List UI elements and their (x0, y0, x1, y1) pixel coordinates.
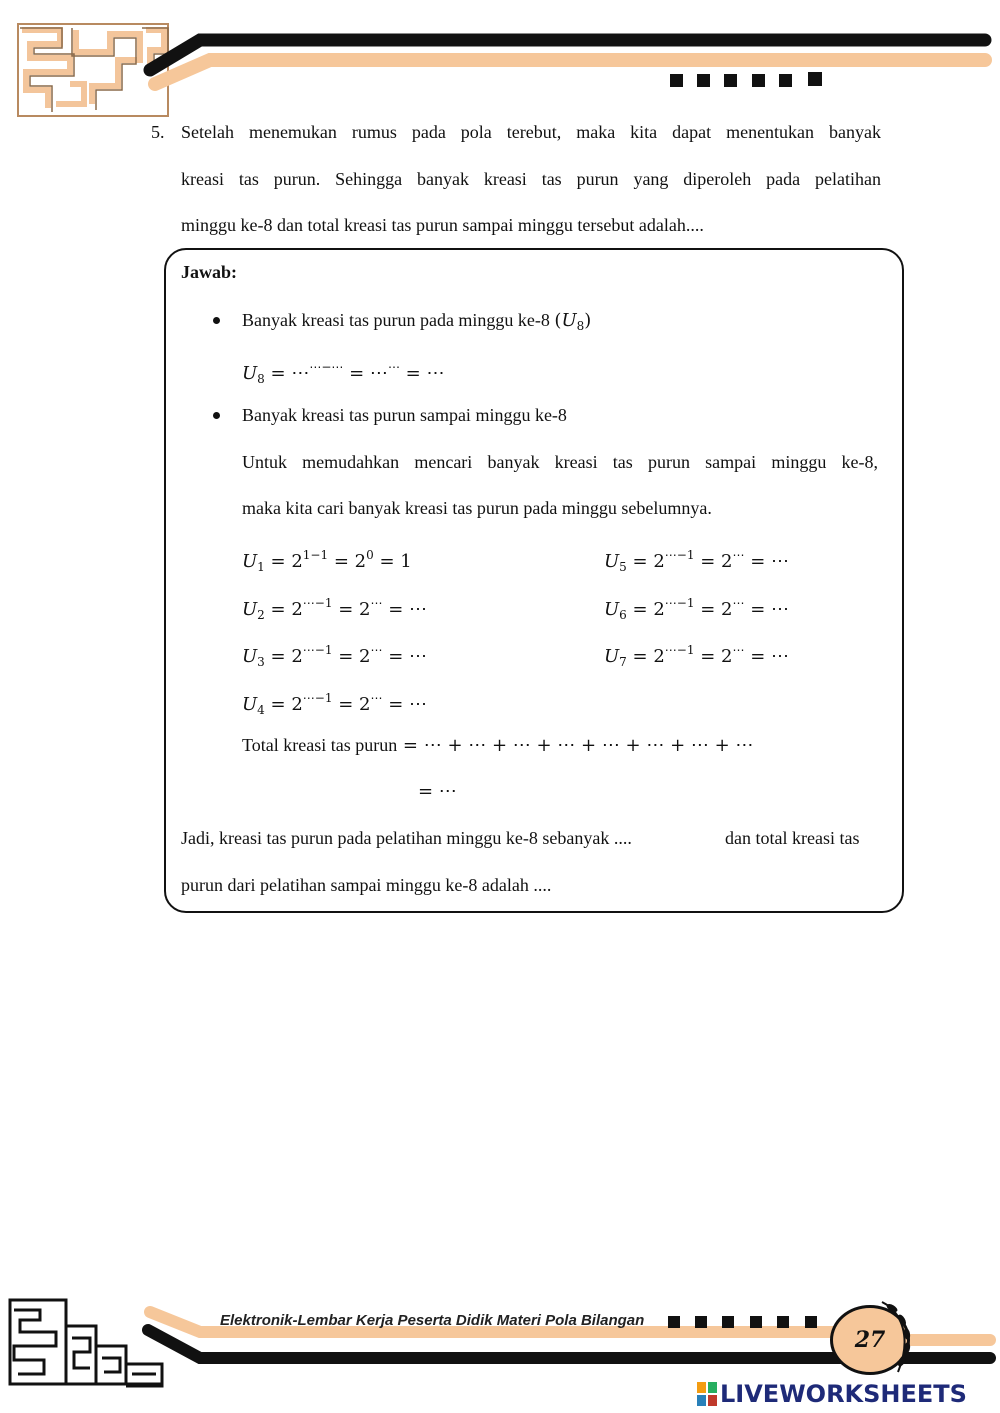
term-equation-u2: $U_2 = 2^{\cdots-1} = 2^\cdots$ = ⋯ (242, 596, 428, 622)
total-line (242, 732, 753, 759)
term-equation-u1: $U_1 = 2^{1-1} = 2^0 = 1$ (242, 548, 412, 574)
term-equation-u5: $U_5 = 2^{\cdots-1} = 2^\cdots$ = ⋯ (604, 548, 790, 574)
u8-equation: $U_8$ = ⋯⋯−⋯ = ⋯⋯ = ⋯ (242, 360, 445, 386)
answer-heading: Jawab: (181, 262, 238, 282)
term-equation-u4: $U_4 = 2^{\cdots-1} = 2^\cdots$ = ⋯ (242, 691, 428, 717)
question-line-3: minggu ke-8 dan total kreasi tas purun sampai minggu tersebut adalah.... (181, 215, 704, 235)
liveworksheets-brand: LIVEWORKSHEETS (720, 1380, 967, 1408)
total-result: = ⋯ (418, 781, 457, 802)
bullet-2-paragraph-line-2: maka kita cari banyak kreasi tas purun pada minggu sebelumnya. (242, 498, 712, 518)
question-line-2: kreasi tas purun. Sehingga banyak kreasi tas purun yang diperoleh pada pelatihan (181, 169, 881, 189)
header-peach-band (155, 60, 985, 84)
liveworksheets-logo-icon (697, 1382, 717, 1406)
bullet-2-paragraph-line-1: Untuk memudahkan mencari banyak kreasi tas purun sampai minggu ke-8, (242, 452, 878, 472)
page-number: 27 (854, 1327, 886, 1353)
bullet-1-dot (213, 317, 220, 324)
conclusion-line-1b: dan total kreasi tas (725, 828, 860, 848)
term-equation-u3: $U_3 = 2^{\cdots-1} = 2^\cdots$ = ⋯ (242, 643, 428, 669)
total-label: Total kreasi tas purun (242, 735, 398, 755)
term-equation-u6: $U_6 = 2^{\cdots-1} = 2^\cdots$ = ⋯ (604, 596, 790, 622)
bullet-2-dot (213, 412, 220, 419)
bullet-1-text (242, 308, 591, 338)
maze-footer-icon (10, 1300, 162, 1386)
question-line-1: Setelah menemukan rumus pada pola terebut, maka kita dapat menentukan banyak (181, 122, 881, 142)
laurel-icon (862, 1298, 918, 1378)
bullet-1-term: $(U_8)$ (554, 310, 592, 333)
conclusion-line-2: purun dari pelatihan sampai minggu ke-8 adalah .... (181, 875, 552, 895)
question-number: 5. (151, 122, 165, 142)
term-equation-u7: $U_7 = 2^{\cdots-1} = 2^\cdots$ = ⋯ (604, 643, 790, 669)
header-squares (670, 72, 822, 87)
conclusion-line-1a: Jadi, kreasi tas purun pada pelatihan minggu ke-8 sebanyak .... (181, 828, 632, 848)
answer-box (164, 248, 904, 913)
total-expression: = ⋯ + ⋯ + ⋯ + ⋯ + ⋯ + ⋯ + ⋯ + ⋯ (397, 735, 754, 756)
bullet-1-label: Banyak kreasi tas purun pada minggu ke-8 (242, 310, 555, 330)
bullet-2-text: Banyak kreasi tas purun sampai minggu ke-8 (242, 405, 567, 425)
header-decoration (0, 0, 1000, 125)
footer-title: Elektronik-Lembar Kerja Peserta Didik Materi Pola Bilangan (220, 1312, 645, 1329)
